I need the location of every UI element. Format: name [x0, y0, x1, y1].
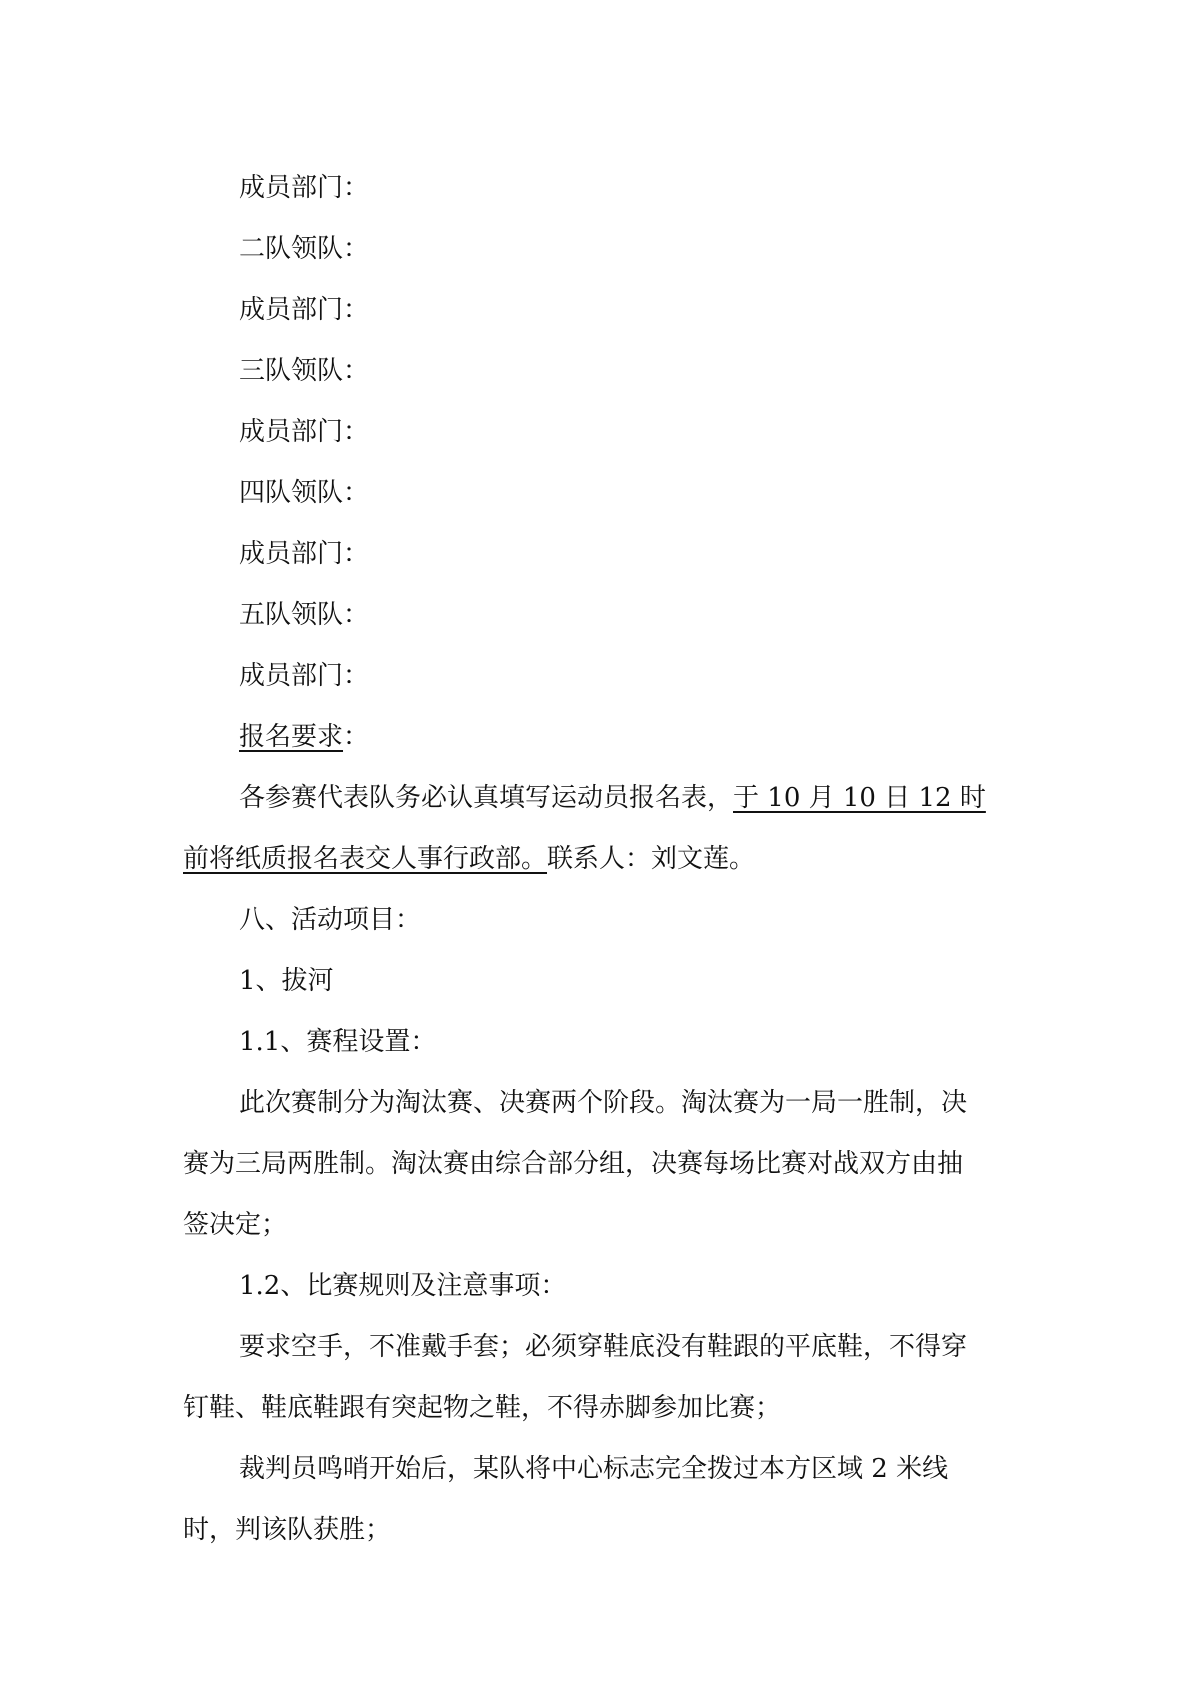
- item-1-2-text-2-line-2: 时，判该队获胜；: [183, 1515, 392, 1545]
- item-1-2-title: 1.2、比赛规则及注意事项：: [239, 1271, 567, 1301]
- item-1-1-text-line-2: 赛为三局两胜制。淘汰赛由综合部分组，决赛每场比赛对战双方由抽: [183, 1149, 964, 1179]
- members-3-label: 成员部门：: [239, 417, 370, 447]
- team2-leader-label: 二队领队：: [239, 234, 370, 264]
- item-1-2-text-1-line-1: 要求空手，不准戴手套；必须穿鞋底没有鞋跟的平底鞋，不得穿: [239, 1332, 968, 1362]
- registration-deadline-1: 于 10 月 10 日 12 时: [733, 783, 986, 813]
- team4-leader-label: 四队领队：: [239, 478, 370, 508]
- registration-text-line-2: [183, 829, 1023, 890]
- item-1-1-title: 1.1、赛程设置：: [239, 1027, 437, 1057]
- registration-heading: 报名要求: [239, 722, 344, 752]
- registration-heading-colon: ：: [343, 722, 370, 752]
- registration-deadline-2: 前将纸质报名表交人事行政部。: [183, 844, 548, 874]
- members-4-label: 成员部门：: [239, 539, 370, 569]
- item-1-2-text-2-line-1: 裁判员鸣哨开始后，某队将中心标志完全拨过本方区域 2 米线: [239, 1454, 949, 1484]
- registration-text-1a: 各参赛代表队务必认真填写运动员报名表，: [239, 783, 734, 813]
- item-1-title: 1、拔河: [239, 966, 334, 996]
- members-2-label: 成员部门：: [239, 295, 370, 325]
- members-5-label: 成员部门：: [239, 661, 370, 691]
- members-1-label: 成员部门：: [239, 173, 370, 203]
- registration-text-line-1: [183, 768, 1023, 829]
- section-8-heading: 八、活动项目：: [239, 905, 422, 935]
- document-body: [183, 158, 1023, 1561]
- item-1-1-text-line-1: 此次赛制分为淘汰赛、决赛两个阶段。淘汰赛为一局一胜制，决: [239, 1088, 968, 1118]
- item-1-2-text-1-line-2: 钉鞋、鞋底鞋跟有突起物之鞋，不得赤脚参加比赛；: [183, 1393, 782, 1423]
- team3-leader-label: 三队领队：: [239, 356, 370, 386]
- item-1-1-text-line-3: 签决定；: [183, 1210, 288, 1240]
- registration-heading-line: [183, 707, 1023, 768]
- team5-leader-label: 五队领队：: [239, 600, 370, 630]
- registration-contact: 联系人：刘文莲。: [547, 844, 756, 874]
